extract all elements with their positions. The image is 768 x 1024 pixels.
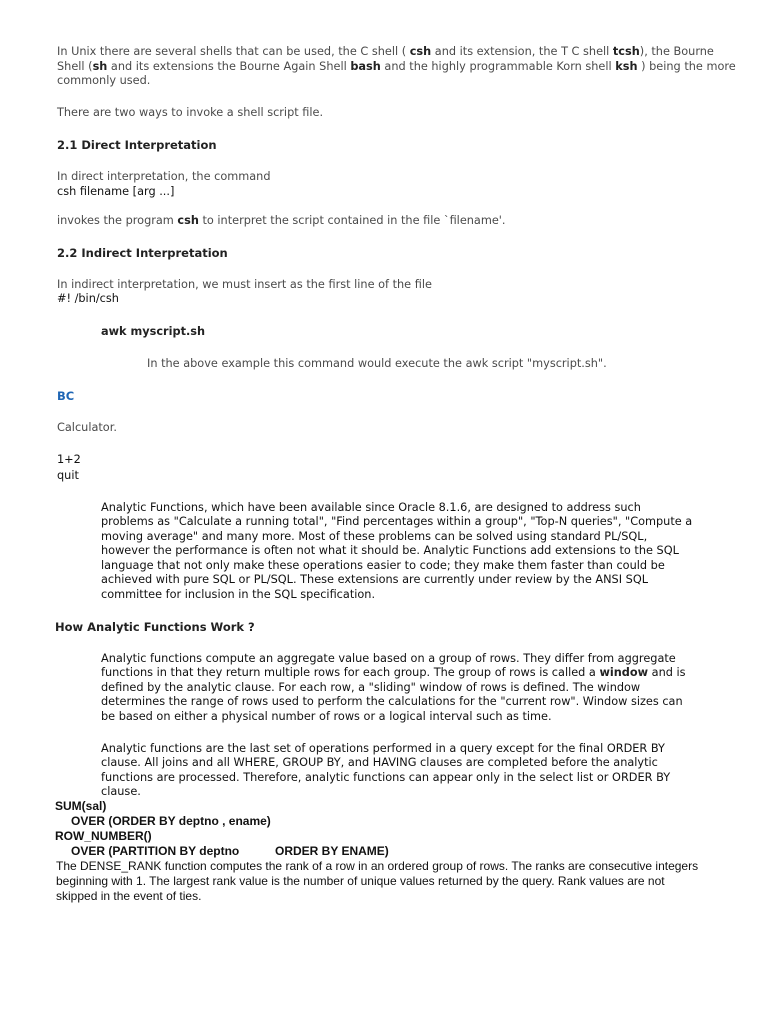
analytic-intro-line-4: however the performance is often not what it should be. Analytic Functions add extensions to the SQL [101, 544, 679, 557]
how-para1-line-3: defined by the analytic clause. For each row, a "sliding" window of rows is defined. The window [101, 681, 641, 694]
how-para2-line-2: clause. All joins and all WHERE, GROUP BY, and HAVING clauses are completed before the analytic [101, 756, 658, 769]
sql-over-order-by: OVER (ORDER BY deptno , ename) [71, 814, 271, 828]
indirect-shebang: #! /bin/csh [57, 292, 119, 305]
two-ways-text: There are two ways to invoke a shell script file. [57, 106, 324, 119]
analytic-intro-line-1: Analytic Functions, which have been available since Oracle 8.1.6, are designed to address such [101, 501, 641, 514]
analytic-intro-line-3: moving average" and many more. Most of these problems can be solved using standard PL/SQL, [101, 530, 648, 543]
how-para1-line-1: Analytic functions compute an aggregate value based on a group of rows. They differ from aggregate [101, 652, 676, 665]
sql-over-partition-by: OVER (PARTITION BY deptno [71, 844, 240, 858]
heading-how-analytic-functions-work: How Analytic Functions Work ? [55, 620, 255, 634]
bc-line-1: 1+2 [57, 453, 81, 466]
bc-description: Calculator. [57, 421, 117, 434]
sql-sum: SUM(sal) [55, 799, 107, 813]
bc-line-2: quit [57, 469, 79, 482]
dense-rank-line-2: beginning with 1. The largest rank value is the number of unique values returned by the query. Rank values are not [56, 874, 665, 888]
analytic-intro-line-2: problems as "Calculate a running total", "Find percentages within a group", "Top-N queries", "Compute a [101, 515, 693, 528]
heading-bc: BC [57, 389, 75, 403]
invokes-text: invokes the program csh to interpret the script contained in the file `filename'. [57, 214, 506, 227]
direct-command: csh filename [arg ...] [57, 185, 175, 198]
indirect-line-1: In indirect interpretation, we must insert as the first line of the file [57, 278, 432, 291]
how-para2-line-4: clause. [101, 785, 141, 798]
awk-description: In the above example this command would execute the awk script "myscript.sh". [147, 357, 607, 370]
how-para1-line-5: be based on either a physical number of rows or a logical interval such as time. [101, 710, 552, 723]
awk-command: awk myscript.sh [101, 325, 206, 338]
how-para1-line-4: determines the range of rows used to perform the calculations for the "current row". Window sizes can [101, 695, 683, 708]
sql-row-number: ROW_NUMBER() [55, 829, 152, 843]
how-para2-line-3: functions are processed. Therefore, analytic functions can appear only in the select list or ORDER BY [101, 771, 671, 784]
dense-rank-line-1: The DENSE_RANK function computes the rank of a row in an ordered group of rows. The ranks are consecutive integers [56, 859, 699, 873]
intro-line-3: commonly used. [57, 74, 151, 87]
how-para2-line-1: Analytic functions are the last set of operations performed in a query except for the final ORDER BY [101, 742, 665, 755]
intro-line-2: Shell (sh and its extensions the Bourne Again Shell bash and the highly programmable Korn shell ksh ) being the more [57, 60, 736, 73]
how-para1-line-2: functions in that they return multiple rows for each group. The group of rows is called a window and is [101, 666, 686, 679]
analytic-intro-line-6: achieved with pure SQL or PL/SQL. These extensions are currently under review by the ANSI SQL [101, 573, 648, 586]
sql-order-by-ename: ORDER BY ENAME) [275, 844, 389, 858]
analytic-intro-line-7: committee for inclusion in the SQL specification. [101, 588, 376, 601]
heading-indirect-interpretation: 2.2 Indirect Interpretation [57, 246, 228, 260]
direct-line-1: In direct interpretation, the command [57, 170, 271, 183]
analytic-intro-line-5: language that not only make these operations easier to code; they make them faster than could be [101, 559, 665, 572]
intro-line-1: In Unix there are several shells that can be used, the C shell ( csh and its extension, the T C shell tcsh), the Bourne [57, 45, 714, 58]
dense-rank-line-3: skipped in the event of ties. [56, 889, 202, 903]
heading-direct-interpretation: 2.1 Direct Interpretation [57, 138, 217, 152]
